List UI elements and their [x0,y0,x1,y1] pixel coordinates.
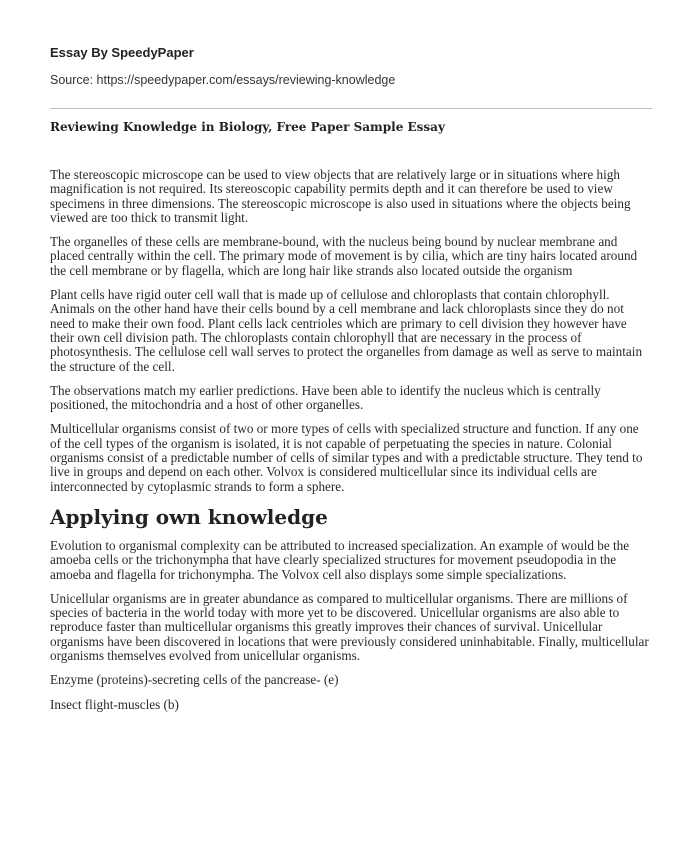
essay-title: Reviewing Knowledge in Biology, Free Paper Sample Essay [50,120,445,134]
essay-body [50,168,652,722]
paragraph: The stereoscopic microscope can be used to view objects that are relatively large or in situations where high magnification is not required. Its stereoscopic capability permits depth and it can therefore be used to view specimens in three dimensions. The stereoscopic microscope is also used in situations where the objects being viewed are too thick to transmit light. [50,167,631,225]
source-line: Source: https://speedypaper.com/essays/reviewing-knowledge [50,73,396,87]
site-title: Essay By SpeedyPaper [50,45,194,60]
paragraph: Insect flight-muscles (b) [50,696,179,712]
header-divider [50,108,652,109]
paragraph: Plant cells have rigid outer cell wall that is made up of cellulose and chloroplasts that contain chlorophyll. Animals on the other hand have their cells bound by a cell membrane and lack chloroplasts since they do not need to make their own food. Plant cells lack centrioles which are primary to cell division they however have their own cell division path. The chloroplasts contain chlorophyll that are necessary in the process of photosynthesis. The cellulose cell wall serves to protect the organelles from damage as well as serve to maintain the structure of the cell. [50,287,643,374]
section-heading: Applying own knowledge [50,504,328,529]
paragraph: Unicellular organisms are in greater abundance as compared to multicellular organisms. There are millions of species of bacteria in the world today with more yet to be discovered. Unicellular organisms are also able to reproduce faster than multicellular organisms this greatly improves their chances of survival. Unicellular organisms have been discovered in locations that were previously considered uninhabitable. Finally, multicellular organisms themselves evolved from unicellular organisms. [50,590,649,664]
paragraph: The observations match my earlier predictions. Have been able to identify the nucleus which is centrally positioned, the mitochondria and a host of other organelles. [50,382,601,413]
paragraph: Enzyme (proteins)-secreting cells of the pancrease- (e) [50,672,339,688]
paragraph: The organelles of these cells are membrane-bound, with the nucleus being bound by nuclear membrane and placed centrally within the cell. The primary mode of movement is by cilia, which are tiny hairs located around the cell membrane or by flagella, which are long hair like strands also located outside the organism [50,234,638,278]
paragraph: Evolution to organismal complexity can be attributed to increased specialization. An example of would be the amoeba cells or the trichonympha that have clearly specialized structures for movement pseudopodia in the amoeba and flagella for trichonympha. The Volvox cell also displays some simple specializations. [50,537,630,582]
paragraph: Multicellular organisms consist of two or more types of cells with specialized structure and function. If any one of the cell types of the organism is isolated, it is not capable of perpetuating the species in nature. Colonial organisms consist of a predictable number of cells of similar types and with a predictable structure. They tend to live in groups and depend on each other. Volvox is considered multicellular since its individual cells are interconnected by cytoplasmic strands to form a sphere. [50,421,643,494]
